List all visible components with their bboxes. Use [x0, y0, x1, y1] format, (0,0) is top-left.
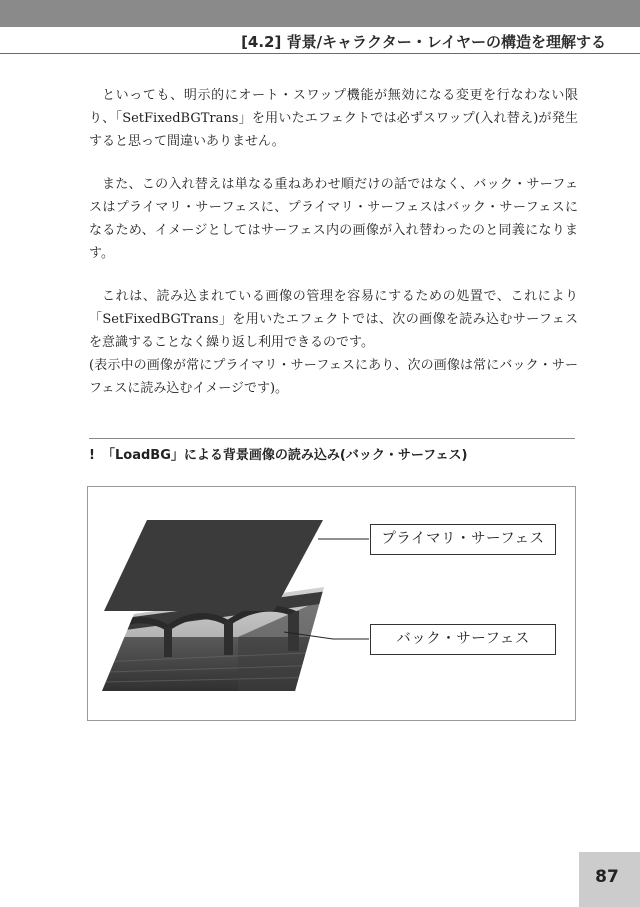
body-text: [89, 84, 578, 420]
header-divider: [0, 53, 640, 54]
chapter-header-title: [4.2] 背景/キャラクター・レイヤーの構造を理解する: [241, 33, 606, 51]
paragraph-2: また、この入れ替えは単なる重ねあわせ順だけの話ではなく、バック・サーフェスはプライマリ・サーフェスに、プライマリ・サーフェスはバック・サーフェスになるため、イメージとしてはサーフェス内の画像が入れ替わったのと同義になります。: [89, 177, 578, 261]
caption-divider: [89, 438, 575, 439]
figure-caption: [89, 444, 467, 463]
figure-box: [87, 486, 576, 721]
caption-text: 「LoadBG」による背景画像の読み込み(バック・サーフェス): [102, 448, 468, 463]
paragraph-note: (表示中の画像が常にプライマリ・サーフェスにあり、次の画像は常にバック・サーフェスに読み込むイメージです)。: [89, 358, 578, 396]
header-band: [0, 0, 640, 27]
page-number: 87: [595, 867, 619, 887]
primary-surface-label: プライマリ・サーフェス: [370, 524, 556, 555]
page-number-tab: [579, 852, 640, 907]
paragraph-1: といっても、明示的にオート・スワップ機能が無効になる変更を行なわない限り、「SetFixedBGTrans」を用いたエフェクトでは必ずスワップ(入れ替え)が発生すると思って間違いありません。: [89, 88, 578, 149]
paragraph-3: これは、読み込まれている画像の管理を容易にするための処置で、これにより「SetFixedBGTrans」を用いたエフェクトでは、次の画像を読み込むサーフェスを意識することなく繰り返し利用できるのです。: [89, 289, 578, 350]
caption-exclamation-icon: !: [89, 448, 95, 463]
back-surface-label: バック・サーフェス: [370, 624, 556, 655]
surface-diagram: [88, 487, 575, 720]
